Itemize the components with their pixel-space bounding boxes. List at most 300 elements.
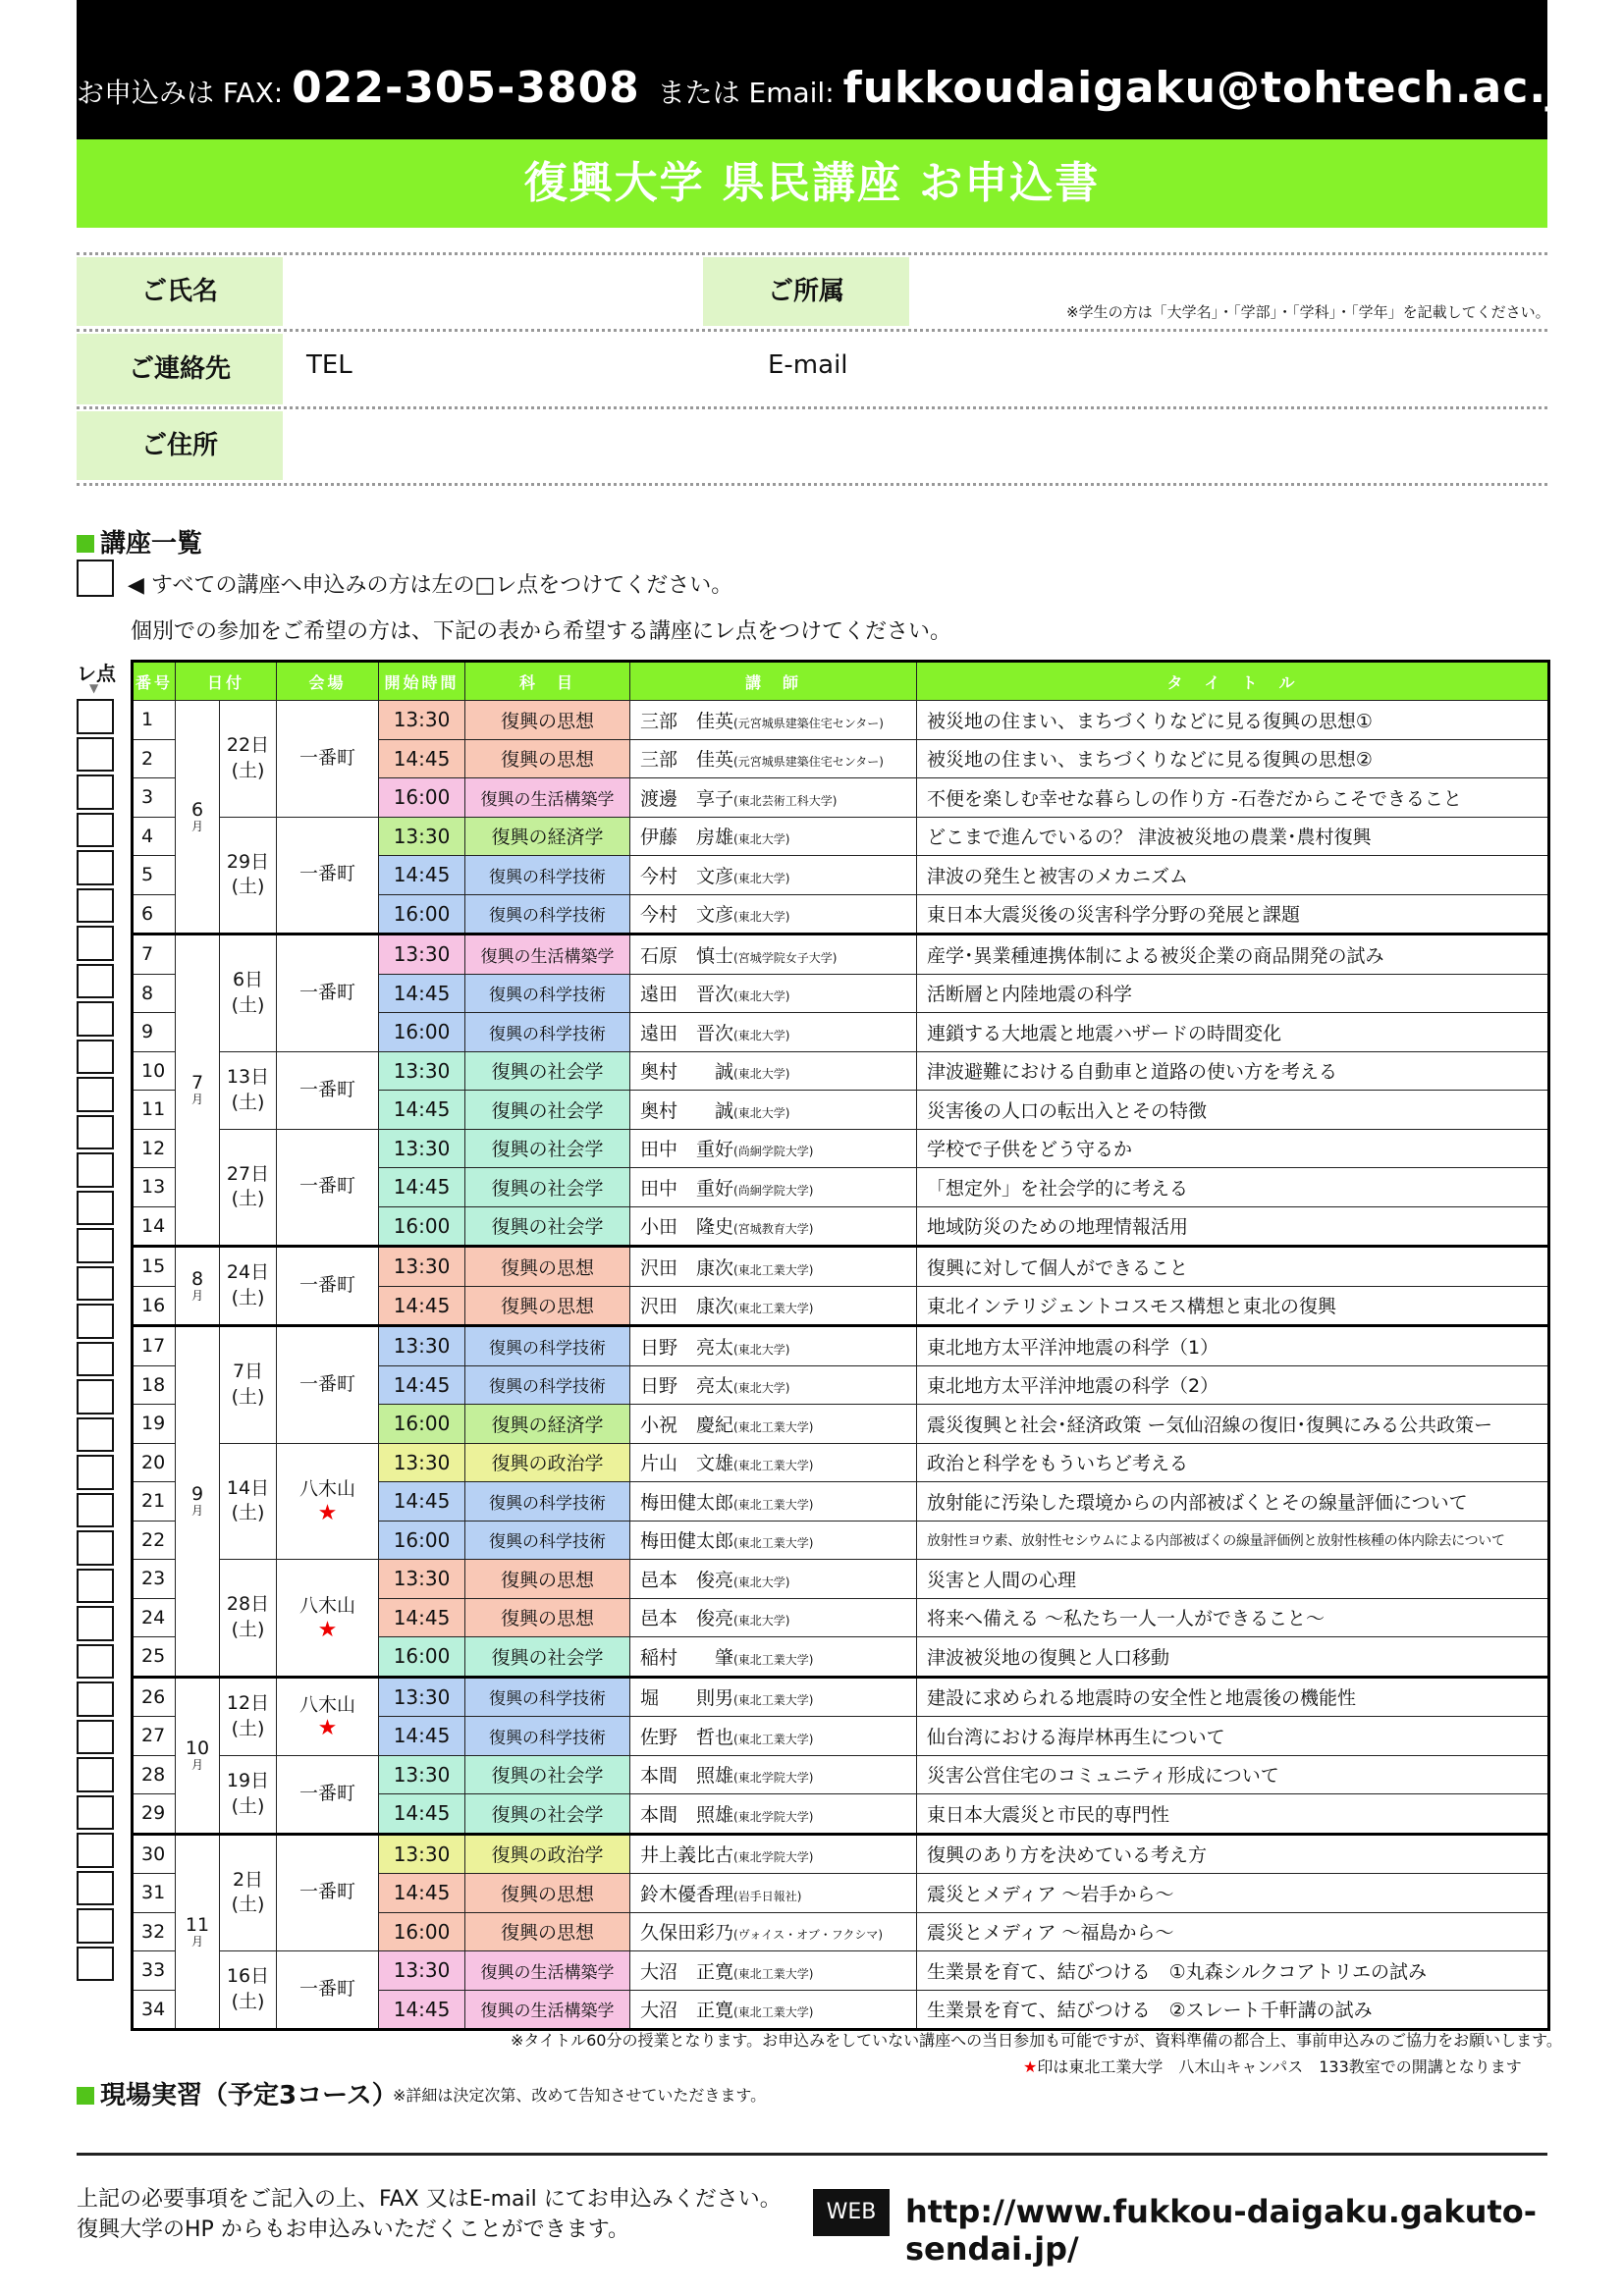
subject: 復興の社会学	[465, 1051, 630, 1091]
lecturer	[630, 1598, 917, 1637]
course-checkbox[interactable]	[77, 926, 114, 961]
lecturer	[630, 974, 917, 1013]
course-checkbox[interactable]	[77, 1040, 114, 1075]
start-time: 13:30	[379, 1834, 465, 1874]
course-title: 生業景を育て、結びつける ①丸森シルクコアトリエの試み	[917, 1951, 1549, 1991]
subject: 復興の科学技術	[465, 1365, 630, 1405]
lecturer	[630, 1051, 917, 1091]
lecturer-name: 大沼 正寛	[640, 2000, 734, 2022]
lecturer	[630, 1990, 917, 2030]
course-number: 5	[133, 856, 176, 895]
month-suffix: 月	[190, 1934, 203, 1949]
date-cell	[220, 1677, 277, 1755]
course-title: 不便を楽しむ幸せな暮らしの作り方 -石巻だからこそできること	[917, 778, 1549, 818]
table-row	[133, 1755, 1549, 1794]
lecturer	[630, 1247, 917, 1287]
lecturer-name: 奥村 誠	[640, 1099, 734, 1122]
lecturer	[630, 701, 917, 740]
subject: 復興の経済学	[465, 817, 630, 856]
lecturer-name: 渡邊 享子	[640, 787, 734, 810]
star-icon: ★	[1023, 2057, 1038, 2076]
lecturer-name: 井上義比古	[640, 1844, 734, 1867]
subject: 復興の社会学	[465, 1637, 630, 1678]
table-row	[133, 1951, 1549, 1991]
course-checkbox[interactable]	[77, 1228, 114, 1263]
venue-cell	[277, 1755, 379, 1834]
field-practice-heading: 現場実習（予定3コース）	[77, 2075, 398, 2111]
subject: 復興の経済学	[465, 1405, 630, 1444]
month-value: 9	[190, 1483, 204, 1506]
lecturer-name: 片山 文雄	[640, 1453, 734, 1475]
date-cell	[220, 701, 277, 818]
lecturer-name: 久保田彩乃	[640, 1922, 734, 1945]
course-checkbox[interactable]	[77, 1417, 114, 1453]
date-dow: (土)	[231, 876, 265, 898]
lecturer	[630, 1755, 917, 1794]
lecturer-name: 沢田 康次	[640, 1296, 734, 1318]
subject: 復興の思想	[465, 1247, 630, 1287]
course-title: 災害公営住宅のコミュニティ形成について	[917, 1755, 1549, 1794]
lecturer-name: 石原 慎士	[640, 944, 734, 967]
course-checkbox[interactable]	[77, 1644, 114, 1680]
course-checkbox[interactable]	[77, 1191, 114, 1226]
lecturer-name: 奥村 誠	[640, 1061, 734, 1084]
month-cell	[176, 1677, 220, 1834]
start-time: 14:45	[379, 1717, 465, 1756]
venue-cell	[277, 817, 379, 934]
course-checkbox[interactable]	[77, 813, 114, 848]
venue-cell	[277, 1560, 379, 1678]
start-time: 14:45	[379, 856, 465, 895]
lecturer-affiliation: (岩手日報社)	[733, 1889, 802, 1903]
date-cell	[220, 1247, 277, 1326]
month-value: 6	[190, 798, 204, 821]
yagiyama-note: ★印は東北工業大学 八木山キャンパス 133教室での開講となります	[1023, 2057, 1522, 2076]
course-checkbox[interactable]	[77, 1757, 114, 1792]
name-field[interactable]	[287, 257, 699, 326]
course-checkbox[interactable]	[77, 1493, 114, 1528]
venue-name: 一番町	[299, 1175, 356, 1198]
footer-divider	[77, 2153, 1547, 2156]
lecturer-affiliation: (東北工業大学)	[733, 1459, 814, 1473]
date-day: 13日	[226, 1065, 270, 1088]
start-time: 16:00	[379, 1206, 465, 1247]
month-cell	[176, 701, 220, 934]
fax-prefix: お申込みは FAX:	[77, 77, 284, 109]
lecturer-name: 本間 照雄	[640, 1803, 734, 1826]
date-day: 24日	[226, 1261, 270, 1284]
subject: 復興の科学技術	[465, 856, 630, 895]
course-title: 災害と人間の心理	[917, 1560, 1549, 1599]
divider	[77, 329, 1547, 332]
lecturer-name: 邑本 俊亮	[640, 1608, 734, 1630]
table-header	[133, 662, 1549, 701]
lecturer-name: 梅田健太郎	[640, 1530, 734, 1553]
venue-name: 一番町	[299, 1372, 356, 1395]
footer-line2: 復興大学のHP からもお申込みいただくことができます。	[77, 2217, 630, 2242]
lecturer-name: 伊藤 房雄	[640, 827, 734, 849]
course-checkbox[interactable]	[77, 1342, 114, 1377]
field-practice-note: ※詳細は決定次第、改めて告知させていただきます。	[393, 2086, 767, 2105]
course-title: 津波の発生と被害のメカニズム	[917, 856, 1549, 895]
date-day: 7日	[232, 1361, 264, 1383]
lecturer-affiliation: (東北大学)	[733, 871, 790, 885]
form-title: 復興大学 県民講座 お申込書	[77, 139, 1547, 228]
table-row	[133, 1560, 1549, 1599]
subject: 復興の社会学	[465, 1755, 630, 1794]
course-title: 東日本大震災後の災害科学分野の発展と課題	[917, 894, 1549, 934]
start-time: 16:00	[379, 1405, 465, 1444]
email-label: E-mail	[768, 350, 848, 380]
date-day: 14日	[226, 1476, 270, 1499]
month-cell	[176, 1326, 220, 1678]
course-checkbox[interactable]	[77, 1001, 114, 1037]
divider	[77, 252, 1547, 255]
website-link[interactable]: http://www.fukkou-daigaku.gakuto-sendai.jp/	[905, 2193, 1538, 2268]
month-suffix: 月	[190, 1288, 203, 1303]
lecturer	[630, 1365, 917, 1405]
course-checkbox[interactable]	[77, 737, 114, 773]
course-checkbox[interactable]	[77, 1833, 114, 1868]
course-number: 3	[133, 778, 176, 818]
month-cell	[176, 1247, 220, 1326]
course-checkbox[interactable]	[77, 1606, 114, 1641]
start-time: 14:45	[379, 1794, 465, 1835]
subject: 復興の科学技術	[465, 1717, 630, 1756]
start-time: 13:30	[379, 1443, 465, 1482]
subject: 復興の科学技術	[465, 1482, 630, 1522]
course-number: 18	[133, 1365, 176, 1405]
lecturer-affiliation: (東北工業大学)	[733, 1302, 814, 1316]
lecturer-name: 今村 文彦	[640, 904, 734, 927]
course-title: 災害後の人口の転出入とその特徴	[917, 1091, 1549, 1130]
lecturer	[630, 1091, 917, 1130]
start-time: 13:30	[379, 817, 465, 856]
header-bar	[77, 0, 1595, 139]
course-checkbox[interactable]	[77, 1152, 114, 1188]
lecturer	[630, 1326, 917, 1366]
venue-cell	[277, 1443, 379, 1560]
course-checkbox[interactable]	[77, 1682, 114, 1717]
date-cell	[220, 1560, 277, 1678]
subject: 復興の社会学	[465, 1206, 630, 1247]
lecturer-affiliation: (東北工業大学)	[733, 1966, 814, 1981]
start-time: 14:45	[379, 1482, 465, 1522]
course-number: 34	[133, 1990, 176, 2030]
start-time: 16:00	[379, 894, 465, 934]
start-time: 13:30	[379, 1560, 465, 1599]
course-title: 連鎖する大地震と地震ハザードの時間変化	[917, 1013, 1549, 1052]
lecturer-affiliation: (東北学院大学)	[733, 1809, 814, 1824]
venue-cell	[277, 1247, 379, 1326]
venue-name: 一番町	[299, 1782, 356, 1804]
address-label: ご住所	[77, 411, 283, 480]
course-checkbox[interactable]	[77, 774, 114, 810]
course-title: 建設に求められる地震時の安全性と地震後の機能性	[917, 1677, 1549, 1717]
lecturer-name: 佐野 哲也	[640, 1726, 734, 1748]
lecturer	[630, 1912, 917, 1951]
course-number: 11	[133, 1091, 176, 1130]
course-checkbox[interactable]	[77, 1266, 114, 1302]
course-checkbox[interactable]	[77, 1530, 114, 1566]
date-dow: (土)	[231, 993, 265, 1016]
lecturer-name: 日野 亮太	[640, 1336, 734, 1359]
table-row	[133, 1247, 1549, 1287]
start-time: 16:00	[379, 1912, 465, 1951]
start-time: 14:45	[379, 974, 465, 1013]
course-checkbox[interactable]	[77, 1379, 114, 1415]
lecturer-name: 本間 照雄	[640, 1765, 734, 1788]
start-time: 14:45	[379, 1598, 465, 1637]
date-dow: (土)	[231, 1091, 265, 1113]
venue-name: 一番町	[299, 1881, 356, 1903]
venue-name: 一番町	[299, 981, 356, 1003]
lecturer-name: 日野 亮太	[640, 1375, 734, 1398]
course-list-heading: 講座一覧	[77, 523, 202, 560]
email-field[interactable]	[864, 334, 1547, 404]
venue-cell	[277, 1129, 379, 1247]
lecturer-name: 邑本 俊亮	[640, 1569, 734, 1591]
col-number: 番号	[133, 662, 176, 701]
course-checkbox[interactable]	[77, 1115, 114, 1150]
col-title: タ イ ト ル	[917, 662, 1549, 701]
course-number: 30	[133, 1834, 176, 1874]
lecturer-affiliation: (東北大学)	[733, 1614, 790, 1629]
lecturer-name: 三部 佳英	[640, 749, 734, 772]
table-row	[133, 1129, 1549, 1168]
individual-instruction: 個別での参加をご希望の方は、下記の表から希望する講座にレ点をつけてください。	[131, 619, 952, 644]
table-row	[133, 1326, 1549, 1366]
lecturer-affiliation: (東北大学)	[733, 1105, 790, 1120]
month-value: 8	[190, 1267, 204, 1290]
date-cell	[220, 934, 277, 1052]
table-row	[133, 701, 1549, 740]
course-number: 21	[133, 1482, 176, 1522]
lecturer	[630, 1717, 917, 1756]
lecturer	[630, 817, 917, 856]
course-number: 24	[133, 1598, 176, 1637]
tel-label: TEL	[306, 350, 352, 380]
course-checkbox[interactable]	[77, 888, 114, 924]
course-title: 産学･異業種連携体制による被災企業の商品開発の試み	[917, 934, 1549, 975]
email-address[interactable]: fukkoudaigaku@tohtech.ac.jp	[842, 63, 1595, 113]
date-dow: (土)	[231, 1618, 265, 1640]
date-cell	[220, 1951, 277, 2030]
lecturer-name: 鈴木優香理	[640, 1883, 734, 1905]
lecturer	[630, 1168, 917, 1207]
course-number: 9	[133, 1013, 176, 1052]
checkbox-column	[77, 699, 116, 1984]
affiliation-label: ご所属	[703, 257, 909, 326]
lecturer-name: 梅田健太郎	[640, 1491, 734, 1514]
date-day: 19日	[226, 1769, 270, 1791]
lecturer-affiliation: (元宮城県建築住宅センター)	[733, 716, 884, 730]
month-cell	[176, 1834, 220, 2030]
tel-field[interactable]	[373, 334, 746, 404]
course-checkbox[interactable]	[77, 1455, 114, 1490]
venue-name: 八木山	[299, 1693, 356, 1716]
lecturer	[630, 1405, 917, 1444]
course-checkbox[interactable]	[77, 1795, 114, 1831]
lecturer	[630, 1206, 917, 1247]
start-time: 13:30	[379, 1677, 465, 1717]
start-time: 14:45	[379, 1168, 465, 1207]
course-number: 1	[133, 701, 176, 740]
contact-label: ご連絡先	[77, 334, 283, 404]
start-time: 14:45	[379, 739, 465, 778]
subject: 復興の生活構築学	[465, 778, 630, 818]
venue-cell	[277, 934, 379, 1052]
start-time: 13:30	[379, 1129, 465, 1168]
course-checkbox[interactable]	[77, 964, 114, 999]
course-number: 10	[133, 1051, 176, 1091]
address-field[interactable]	[287, 411, 1547, 480]
table-row	[133, 817, 1549, 856]
date-cell	[220, 1051, 277, 1129]
lecturer-name: 大沼 正寛	[640, 1960, 734, 1983]
web-badge: WEB	[813, 2189, 890, 2236]
course-title: 東北インテリジェントコスモス構想と東北の復興	[917, 1286, 1549, 1326]
date-day: 29日	[226, 850, 270, 873]
month-cell	[176, 934, 220, 1247]
lecturer-affiliation: (東北工業大学)	[733, 2005, 814, 2020]
course-title: 復興に対して個人ができること	[917, 1247, 1549, 1287]
start-time: 16:00	[379, 1637, 465, 1678]
lecturer	[630, 856, 917, 895]
subject: 復興の科学技術	[465, 1677, 630, 1717]
table-row	[133, 1443, 1549, 1482]
course-number: 13	[133, 1168, 176, 1207]
check-column-label: レ点	[77, 662, 116, 685]
date-dow: (土)	[231, 1991, 265, 2012]
subject: 復興の政治学	[465, 1834, 630, 1874]
lecturer-affiliation: (東北工業大学)	[733, 1497, 814, 1512]
course-title: 東日本大震災と市民的専門性	[917, 1794, 1549, 1835]
lecturer-name: 今村 文彦	[640, 865, 734, 887]
lecturer	[630, 778, 917, 818]
select-all-checkbox[interactable]	[77, 560, 114, 597]
course-title: 放射能に汚染した環境からの内部被ばくとその線量評価について	[917, 1482, 1549, 1522]
course-title: 学校で子供をどう守るか	[917, 1129, 1549, 1168]
course-checkbox[interactable]	[77, 1947, 114, 1982]
course-table	[131, 660, 1550, 2031]
lecturer-affiliation: (ヴォイス・オブ・フクシマ)	[733, 1928, 884, 1943]
course-title: 生業景を育て、結びつける ②スレート千軒講の試み	[917, 1990, 1549, 2030]
date-day: 12日	[226, 1691, 270, 1714]
star-icon: ★	[317, 1617, 338, 1642]
lecturer-affiliation: (元宮城県建築住宅センター)	[733, 755, 884, 770]
course-title: 復興のあり方を決めている考え方	[917, 1834, 1549, 1874]
venue-cell	[277, 1326, 379, 1444]
lecturer-name: 沢田 康次	[640, 1256, 734, 1279]
col-venue: 会場	[277, 662, 379, 701]
fax-number: 022-305-3808	[292, 63, 640, 113]
date-cell	[220, 1755, 277, 1834]
lecturer-name: 稲村 肇	[640, 1646, 734, 1669]
course-title: 被災地の住まい、まちづくりなどに見る復興の思想①	[917, 701, 1549, 740]
course-number: 6	[133, 894, 176, 934]
course-number: 14	[133, 1206, 176, 1247]
course-number: 26	[133, 1677, 176, 1717]
subject: 復興の社会学	[465, 1091, 630, 1130]
venue-name: 八木山	[299, 1594, 356, 1617]
date-cell	[220, 1834, 277, 1951]
course-number: 31	[133, 1874, 176, 1913]
course-checkbox[interactable]	[77, 850, 114, 885]
course-checkbox[interactable]	[77, 699, 114, 734]
start-time: 13:30	[379, 1326, 465, 1366]
venue-cell	[277, 1677, 379, 1755]
course-number: 29	[133, 1794, 176, 1835]
lecturer-name: 遠田 晋次	[640, 984, 734, 1006]
lecturer-affiliation: (尚絅学院大学)	[733, 1183, 814, 1198]
lecturer	[630, 1677, 917, 1717]
venue-cell	[277, 1834, 379, 1951]
date-dow: (土)	[231, 1188, 265, 1210]
date-day: 28日	[226, 1593, 270, 1616]
check-arrow-icon: ▼	[89, 681, 99, 695]
course-checkbox[interactable]	[77, 1720, 114, 1755]
lecturer	[630, 1637, 917, 1678]
course-checkbox[interactable]	[77, 1304, 114, 1339]
course-checkbox[interactable]	[77, 1871, 114, 1906]
date-day: 22日	[226, 734, 270, 757]
date-dow: (土)	[231, 1385, 265, 1408]
lecturer-affiliation: (東北大学)	[733, 1575, 790, 1589]
email-prefix: または Email:	[657, 77, 835, 109]
date-dow: (土)	[231, 1717, 265, 1739]
subject: 復興の社会学	[465, 1129, 630, 1168]
course-title: 地域防災のための地理情報活用	[917, 1206, 1549, 1247]
course-number: 7	[133, 934, 176, 975]
name-label: ご氏名	[77, 257, 283, 326]
course-title: どこまで進んでいるの？ 津波被災地の農業･農村復興	[917, 817, 1549, 856]
lecturer-affiliation: (東北大学)	[733, 1028, 790, 1042]
lecturer-name: 田中 重好	[640, 1139, 734, 1161]
venue-name: 八木山	[299, 1478, 356, 1501]
footer-line1: 上記の必要事項をご記入の上、FAX 又はE-mail にてお申込みください。	[77, 2187, 782, 2212]
date-day: 16日	[226, 1965, 270, 1988]
col-lecturer: 講 師	[630, 662, 917, 701]
subject: 復興の思想	[465, 1598, 630, 1637]
course-checkbox[interactable]	[77, 1077, 114, 1112]
lecturer	[630, 1794, 917, 1835]
lecturer-affiliation: (東北大学)	[733, 1067, 790, 1082]
month-suffix: 月	[190, 819, 203, 833]
lecturer-affiliation: (東北大学)	[733, 989, 790, 1004]
col-subject: 科 目	[465, 662, 630, 701]
venue-name: 一番町	[299, 863, 356, 885]
table-row	[133, 1834, 1549, 1874]
venue-name: 一番町	[299, 1274, 356, 1297]
date-dow: (土)	[231, 1894, 265, 1916]
contact-line	[77, 63, 1595, 113]
course-checkbox[interactable]	[77, 1569, 114, 1604]
lecturer	[630, 1560, 917, 1599]
subject: 復興の政治学	[465, 1443, 630, 1482]
lecturer-affiliation: (東北工業大学)	[733, 1693, 814, 1708]
lecturer-affiliation: (東北大学)	[733, 1381, 790, 1396]
course-checkbox[interactable]	[77, 1908, 114, 1944]
start-time: 16:00	[379, 778, 465, 818]
venue-cell	[277, 1051, 379, 1129]
start-time: 14:45	[379, 1286, 465, 1326]
start-time: 14:45	[379, 1365, 465, 1405]
lecturer-affiliation: (東北大学)	[733, 832, 790, 847]
lecturer-affiliation: (東北工業大学)	[733, 1262, 814, 1277]
date-dow: (土)	[231, 1502, 265, 1524]
course-title: 震災とメディア ～岩手から～	[917, 1874, 1549, 1913]
